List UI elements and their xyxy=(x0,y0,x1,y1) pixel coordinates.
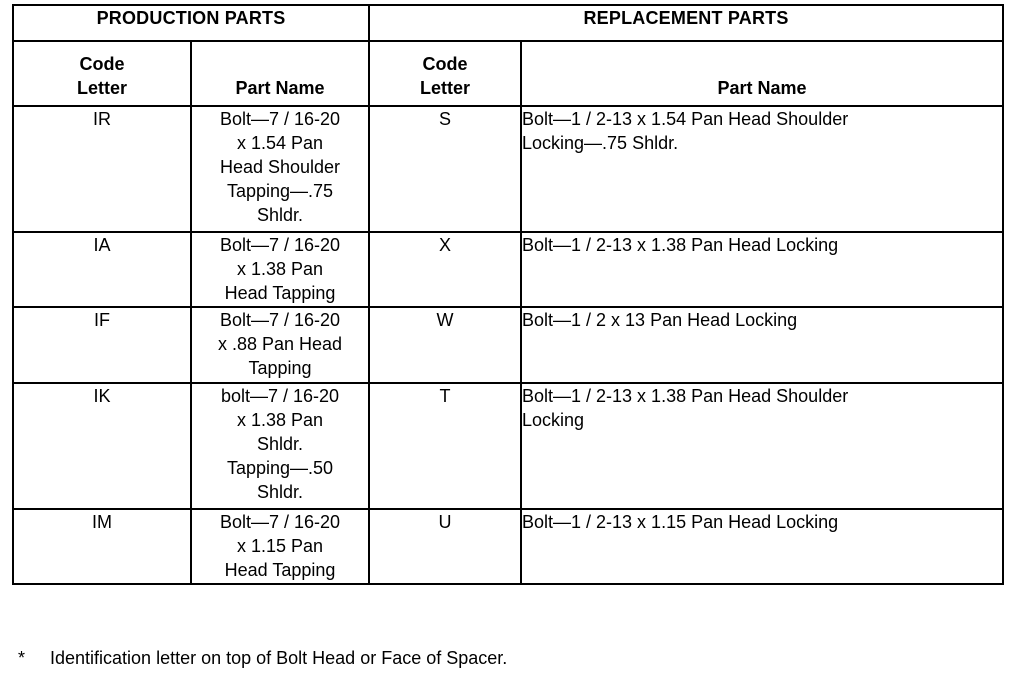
part-name-line: Bolt—7 / 16-20 xyxy=(219,235,341,255)
part-name-line: Bolt—7 / 16-20 xyxy=(219,109,341,129)
part-name-line: Shldr. xyxy=(256,205,304,225)
production-part-name xyxy=(191,509,369,584)
part-name-line: Head Tapping xyxy=(224,283,336,303)
production-code: IA xyxy=(13,232,191,307)
part-name-line: Tapping xyxy=(248,358,312,378)
production-code-letter-header xyxy=(13,41,191,106)
part-name-line: Locking—.75 Shldr. xyxy=(522,133,679,153)
footnote-marker: * xyxy=(18,648,26,668)
part-name-line: Tapping—.50 xyxy=(226,458,334,478)
parts-table xyxy=(12,4,1004,585)
part-name-line: Bolt—1 / 2-13 x 1.38 Pan Head Locking xyxy=(522,235,839,255)
footnote xyxy=(18,648,507,669)
replacement-code: X xyxy=(369,232,521,307)
production-part-name xyxy=(191,106,369,232)
production-part-name xyxy=(191,383,369,509)
replacement-part-name xyxy=(521,232,1003,307)
code-header-line: Code xyxy=(422,54,468,74)
part-name-line: Bolt—1 / 2-13 x 1.54 Pan Head Shoulder xyxy=(522,109,849,129)
production-part-name-header: Part Name xyxy=(191,41,369,106)
part-name-line: Shldr. xyxy=(256,482,304,502)
replacement-code: T xyxy=(369,383,521,509)
part-name-line: Tapping—.75 xyxy=(226,181,334,201)
part-name-line: Shldr. xyxy=(256,434,304,454)
replacement-part-name xyxy=(521,383,1003,509)
part-name-line: Locking xyxy=(522,410,585,430)
production-code: IF xyxy=(13,307,191,383)
part-name-line: bolt—7 / 16-20 xyxy=(220,386,340,406)
part-name-line: x .88 Pan Head xyxy=(217,334,343,354)
code-header-line: Letter xyxy=(76,78,127,98)
part-name-line: Bolt—1 / 2-13 x 1.15 Pan Head Locking xyxy=(522,512,839,532)
replacement-code: S xyxy=(369,106,521,232)
part-name-line: Bolt—1 / 2-13 x 1.38 Pan Head Shoulder xyxy=(522,386,849,406)
replacement-part-name xyxy=(521,509,1003,584)
production-parts-header: PRODUCTION PARTS xyxy=(13,5,369,41)
production-code: IK xyxy=(13,383,191,509)
part-name-line: Bolt—1 / 2 x 13 Pan Head Locking xyxy=(522,310,798,330)
part-name-line: x 1.15 Pan xyxy=(236,536,324,556)
part-name-line: x 1.54 Pan xyxy=(236,133,324,153)
replacement-code: U xyxy=(369,509,521,584)
part-name-line: Head Shoulder xyxy=(219,157,341,177)
production-part-name xyxy=(191,307,369,383)
production-code: IM xyxy=(13,509,191,584)
part-name-line: Bolt—7 / 16-20 xyxy=(219,512,341,532)
table-row xyxy=(13,307,1003,383)
code-header-line: Code xyxy=(79,54,125,74)
replacement-part-name xyxy=(521,106,1003,232)
table-row xyxy=(13,383,1003,509)
replacement-part-name-header: Part Name xyxy=(521,41,1003,106)
production-code: IR xyxy=(13,106,191,232)
replacement-code-letter-header xyxy=(369,41,521,106)
table-row xyxy=(13,509,1003,584)
footnote-text: Identification letter on top of Bolt Head or Face of Spacer. xyxy=(50,648,508,668)
replacement-code: W xyxy=(369,307,521,383)
part-name-line: x 1.38 Pan xyxy=(236,410,324,430)
table-row xyxy=(13,232,1003,307)
part-name-line: x 1.38 Pan xyxy=(236,259,324,279)
part-name-line: Bolt—7 / 16-20 xyxy=(219,310,341,330)
replacement-parts-header: REPLACEMENT PARTS xyxy=(369,5,1003,41)
replacement-part-name xyxy=(521,307,1003,383)
part-name-line: Head Tapping xyxy=(224,560,336,580)
table-row xyxy=(13,106,1003,232)
code-header-line: Letter xyxy=(419,78,470,98)
production-part-name xyxy=(191,232,369,307)
